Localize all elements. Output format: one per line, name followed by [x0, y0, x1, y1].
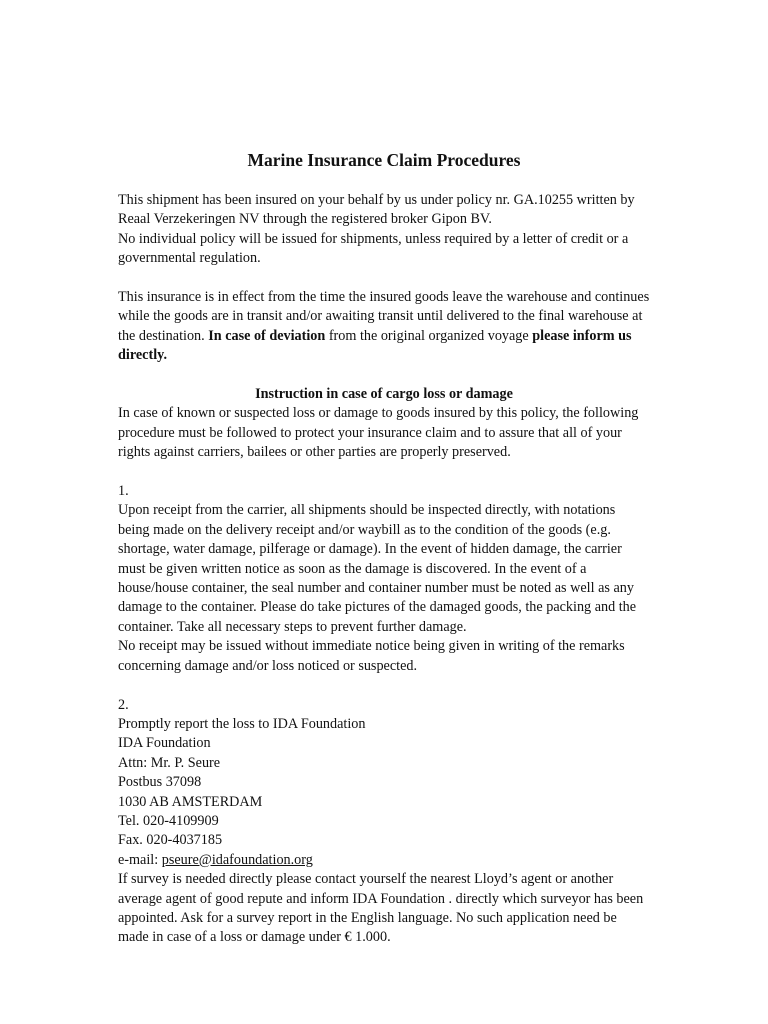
step1-receipt-text: No receipt may be issued without immediate notice being given in writing of the remarks concerning damage and/or loss noticed or suspected. — [118, 638, 625, 674]
effect-text-b: from the original organized voyage — [325, 327, 533, 344]
contact-fax: Fax. 020-4037185 — [118, 832, 223, 849]
contact-email-line — [118, 851, 650, 870]
contact-postbus: Postbus 37098 — [118, 774, 202, 791]
spacer — [118, 676, 650, 695]
spacer — [118, 269, 650, 288]
intro-no-policy-text: No individual policy will be issued for shipments, unless required by a letter of credit or a governmental regulation. — [118, 230, 629, 267]
spacer — [118, 463, 650, 482]
step1-number: 1. — [118, 483, 129, 500]
instruction-heading: Instruction in case of cargo loss or damage — [255, 386, 513, 403]
step1-text: Upon receipt from the carrier, all shipments should be inspected directly, with notations being made on the delivery receipt and/or waybill as to the condition of the goods (e.g. shortage, water damage, pilferage or damage). In the event of hidden damage, the carrier must be given written notice as soon as the damage is discovered. In the event of a house/house container, the seal number and container number must be noted as well as any damage to the container. Please do take pictures of the damaged goods, the packing and the container. Take all necessary steps to prevent further damage. — [118, 502, 637, 635]
effect-paragraph — [118, 288, 650, 366]
contact-email-link[interactable]: pseure@idafoundation.org — [161, 851, 313, 868]
effect-deviation-bold: In case of deviation — [208, 327, 326, 344]
effect-inform-bold: please inform us directly. — [118, 327, 632, 364]
spacer — [118, 366, 650, 385]
step2-number: 2. — [118, 696, 129, 713]
intro-policy-text: This shipment has been insured on your behalf by us under policy nr. GA.10255 written by Reaal Verzekeringen NV through the registered broker Gipon BV. — [118, 192, 635, 228]
contact-org: IDA Foundation — [118, 735, 211, 752]
contact-attn: Attn: Mr. P. Seure — [118, 754, 221, 771]
contact-email-label: e-mail: — [118, 851, 162, 868]
step2-report-text: Promptly report the loss to IDA Foundation — [118, 715, 366, 732]
survey-text: If survey is needed directly please contact yourself the nearest Lloyd’s agent or another average agent of good repute and inform IDA Foundation . directly which surveyor has been appointed. Ask for a survey report in the English language. No such application need be made in case of a loss or damage under € 1.000. — [118, 871, 644, 946]
contact-tel: Tel. 020-4109909 — [118, 812, 219, 829]
instruction-text: In case of known or suspected loss or damage to goods insured by this policy, the following procedure must be followed to protect your insurance claim and to assure that all of your rights against carriers, bailees or other parties are properly preserved. — [118, 405, 639, 461]
contact-city: 1030 AB AMSTERDAM — [118, 793, 263, 810]
document-title: Marine Insurance Claim Procedures — [247, 150, 521, 170]
effect-text-a: This insurance is in effect from the time the insured goods leave the warehouse and continues while the goods are in transit and/or awaiting transit until delivered to the final warehouse at the destination. — [118, 289, 650, 344]
document-body — [118, 149, 650, 948]
